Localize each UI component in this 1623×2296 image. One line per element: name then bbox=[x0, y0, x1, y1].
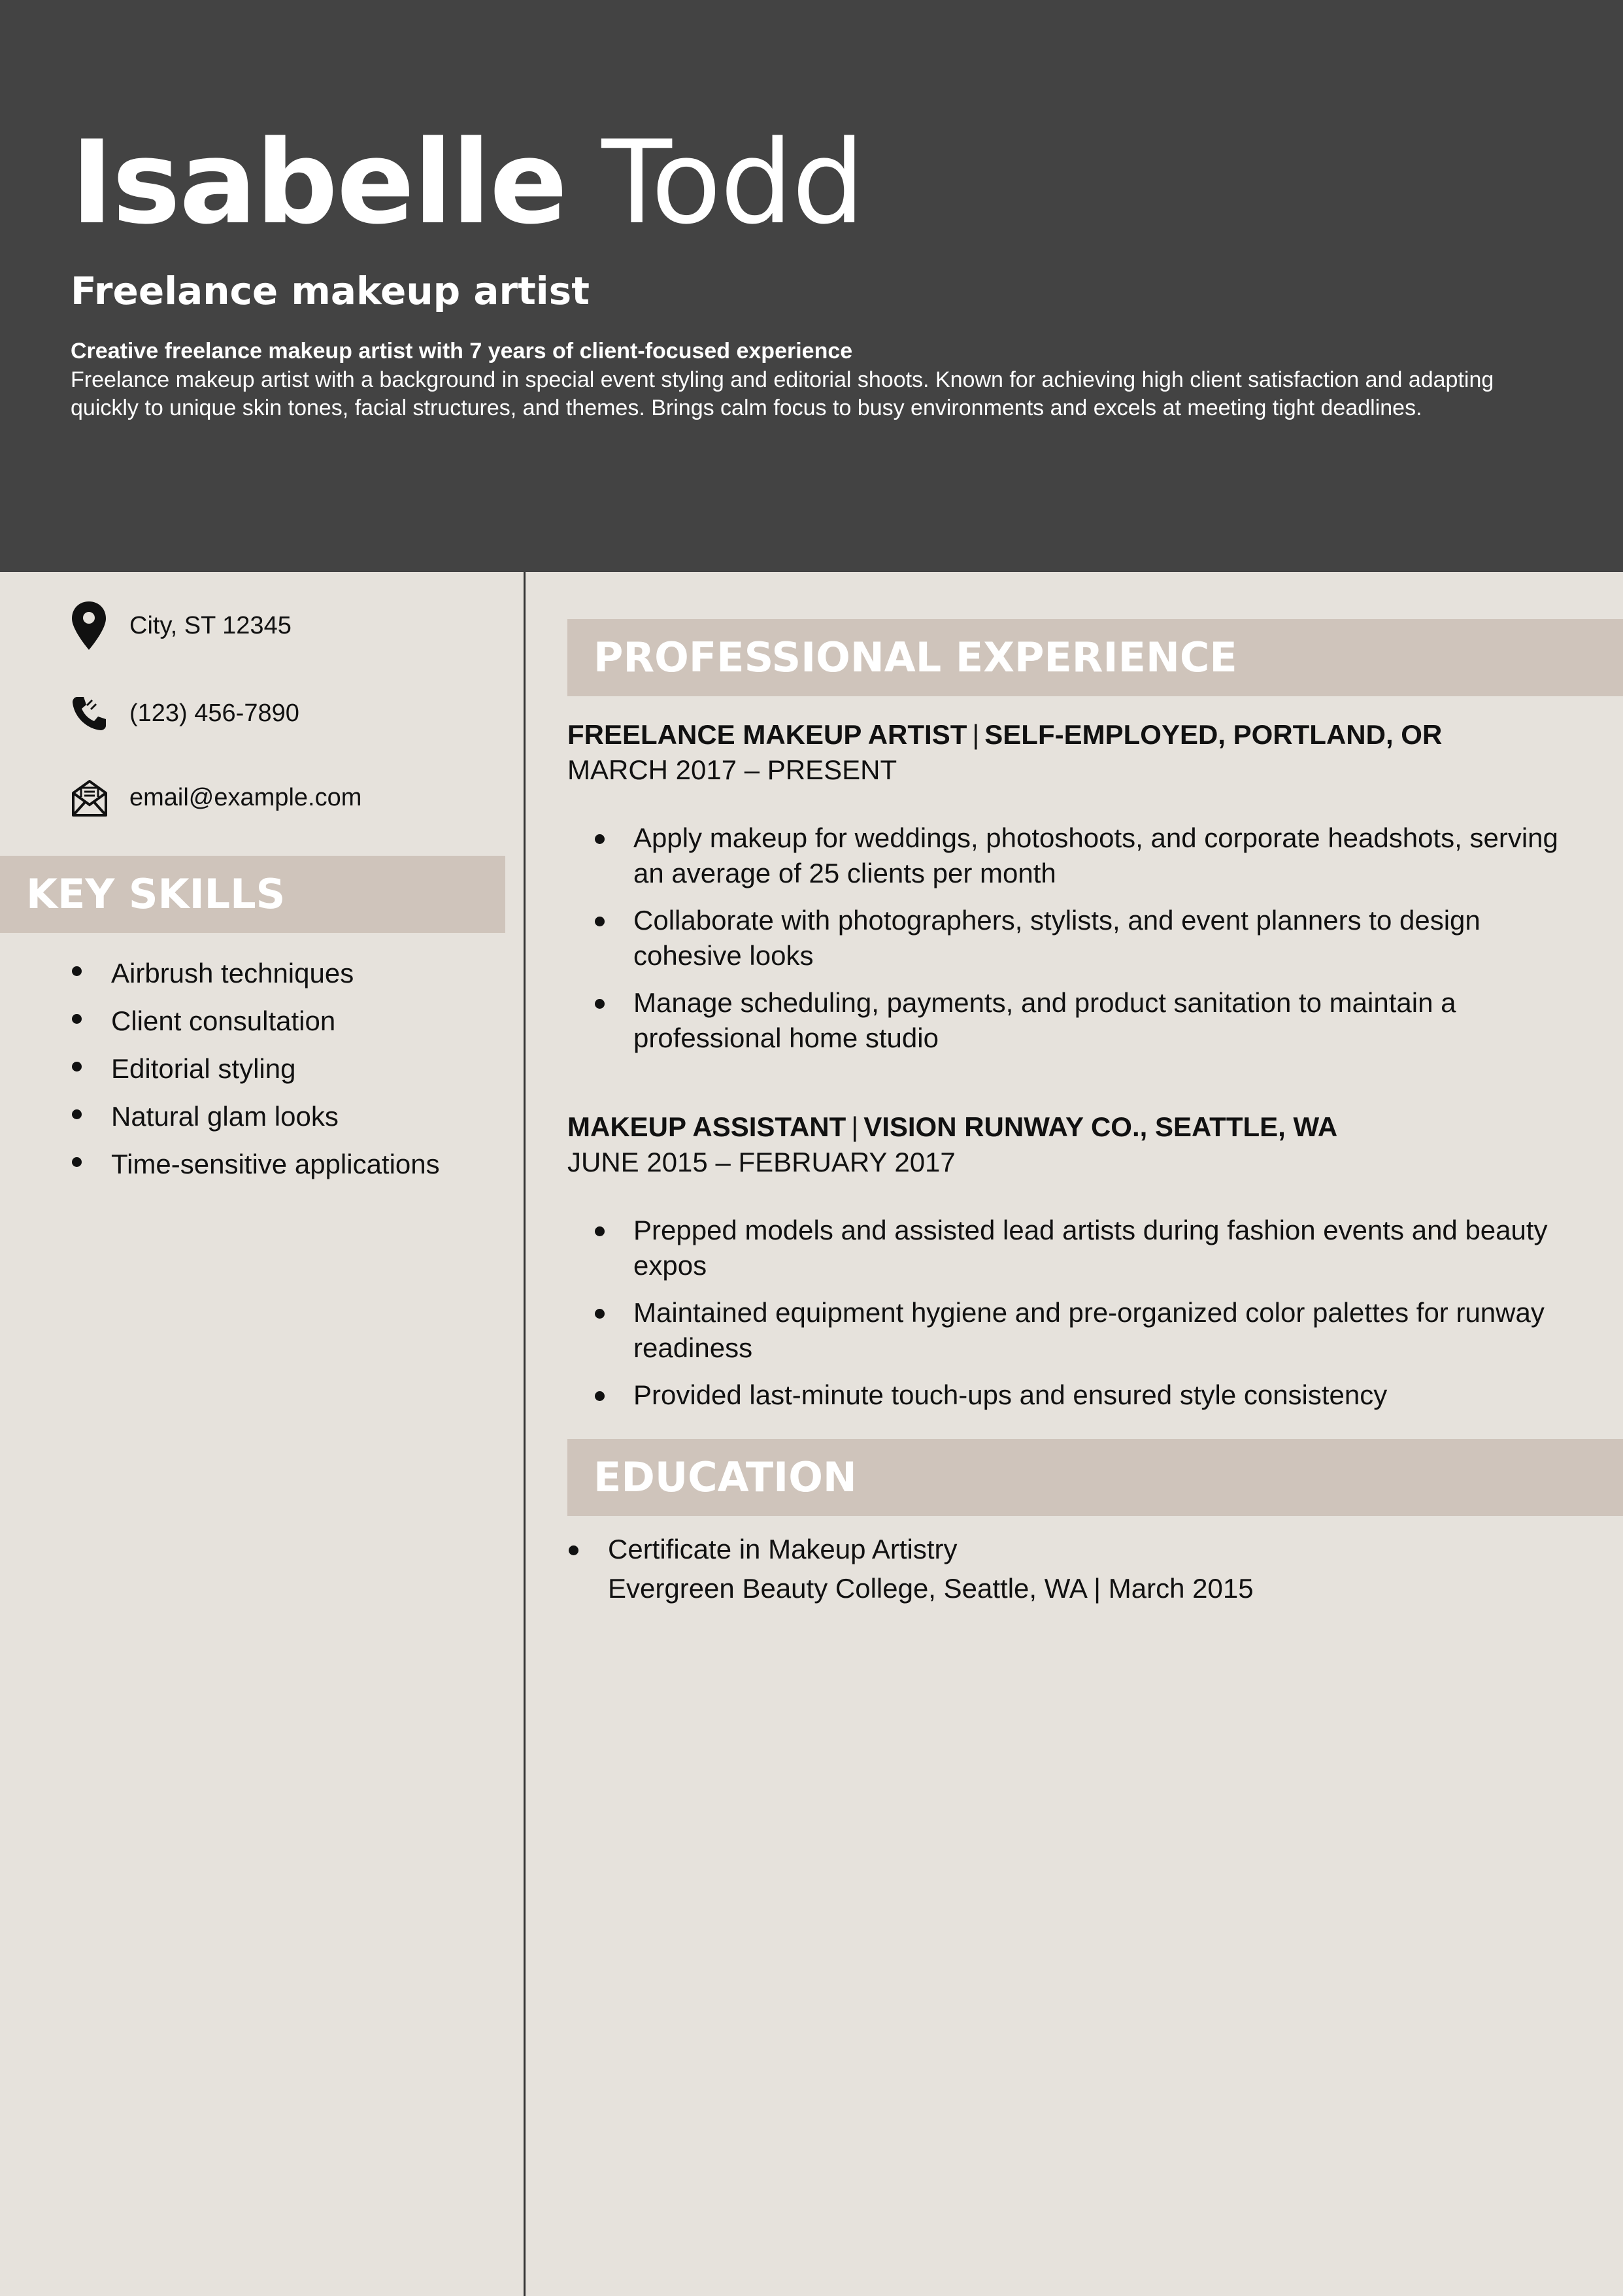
job-bullet: Maintained equipment hygiene and pre-organized color palettes for runway readiness bbox=[567, 1295, 1587, 1366]
job-title: MAKEUP ASSISTANT bbox=[567, 1111, 846, 1142]
separator: | bbox=[851, 1111, 859, 1142]
job-bullet: Prepped models and assisted lead artists during fashion events and beauty expos bbox=[567, 1213, 1587, 1283]
contact-email bbox=[71, 771, 361, 824]
job-dates: JUNE 2015 – FEBRUARY 2017 bbox=[567, 1147, 956, 1177]
job-title: Freelance makeup artist bbox=[71, 269, 590, 313]
job-bullet: Provided last-minute touch-ups and ensured style consistency bbox=[567, 1377, 1587, 1413]
location-pin-icon bbox=[71, 599, 110, 652]
job-heading bbox=[567, 717, 1587, 752]
education-heading: EDUCATION bbox=[567, 1439, 1623, 1516]
contact-location bbox=[71, 599, 292, 652]
contact-phone bbox=[71, 687, 299, 739]
skill-item: Natural glam looks bbox=[71, 1092, 440, 1140]
key-skills-heading: KEY SKILLS bbox=[0, 856, 505, 933]
location-text: City, ST 12345 bbox=[129, 611, 292, 639]
job-entry bbox=[567, 717, 1587, 1068]
job-company: SELF-EMPLOYED, PORTLAND, OR bbox=[984, 719, 1443, 750]
candidate-name bbox=[71, 111, 863, 255]
skill-item: Airbrush techniques bbox=[71, 949, 440, 997]
last-name: Todd bbox=[601, 116, 864, 250]
summary-text: Freelance makeup artist with a background in special event styling and editorial shoots. Known for achieving high client satisfaction and adapting quickly to unique skin tones, facial structures, and themes. Brings calm focus to busy environments and excels at meeting tight deadlines. bbox=[71, 367, 1494, 420]
skill-item: Time-sensitive applications bbox=[71, 1140, 440, 1188]
education-item bbox=[567, 1530, 1587, 1608]
separator: | bbox=[972, 719, 980, 750]
summary-heading: Creative freelance makeup artist with 7 years of client-focused experience bbox=[71, 339, 853, 363]
email-text[interactable]: email@example.com bbox=[129, 783, 362, 811]
job-dates: MARCH 2017 – PRESENT bbox=[567, 754, 897, 785]
skill-item: Editorial styling bbox=[71, 1045, 440, 1092]
phone-text: (123) 456-7890 bbox=[129, 699, 299, 727]
job-title: FREELANCE MAKEUP ARTIST bbox=[567, 719, 967, 750]
column-divider bbox=[524, 572, 526, 2296]
job-bullet: Apply makeup for weddings, photoshoots, and corporate headshots, serving an average of 25 clients per month bbox=[567, 820, 1587, 891]
job-entry bbox=[567, 1109, 1587, 1425]
education-details: Evergreen Beauty College, Seattle, WA | March 2015 bbox=[608, 1573, 1254, 1604]
job-bullets bbox=[567, 1213, 1587, 1413]
job-company: VISION RUNWAY CO., SEATTLE, WA bbox=[863, 1111, 1338, 1142]
job-bullets bbox=[567, 820, 1587, 1056]
job-bullet: Collaborate with photographers, stylists, and event planners to design cohesive looks bbox=[567, 903, 1587, 973]
job-bullet: Manage scheduling, payments, and product sanitation to maintain a professional home studio bbox=[567, 985, 1587, 1056]
education-entry bbox=[567, 1530, 1587, 1608]
skill-item: Client consultation bbox=[71, 997, 440, 1045]
job-heading bbox=[567, 1109, 1587, 1145]
email-envelope-icon bbox=[71, 771, 110, 824]
phone-icon bbox=[71, 687, 110, 739]
first-name: Isabelle bbox=[71, 116, 567, 250]
skills-list bbox=[71, 949, 440, 1188]
experience-heading: PROFESSIONAL EXPERIENCE bbox=[567, 619, 1623, 696]
resume-header bbox=[0, 0, 1623, 572]
education-degree: Certificate in Makeup Artistry bbox=[608, 1534, 958, 1564]
